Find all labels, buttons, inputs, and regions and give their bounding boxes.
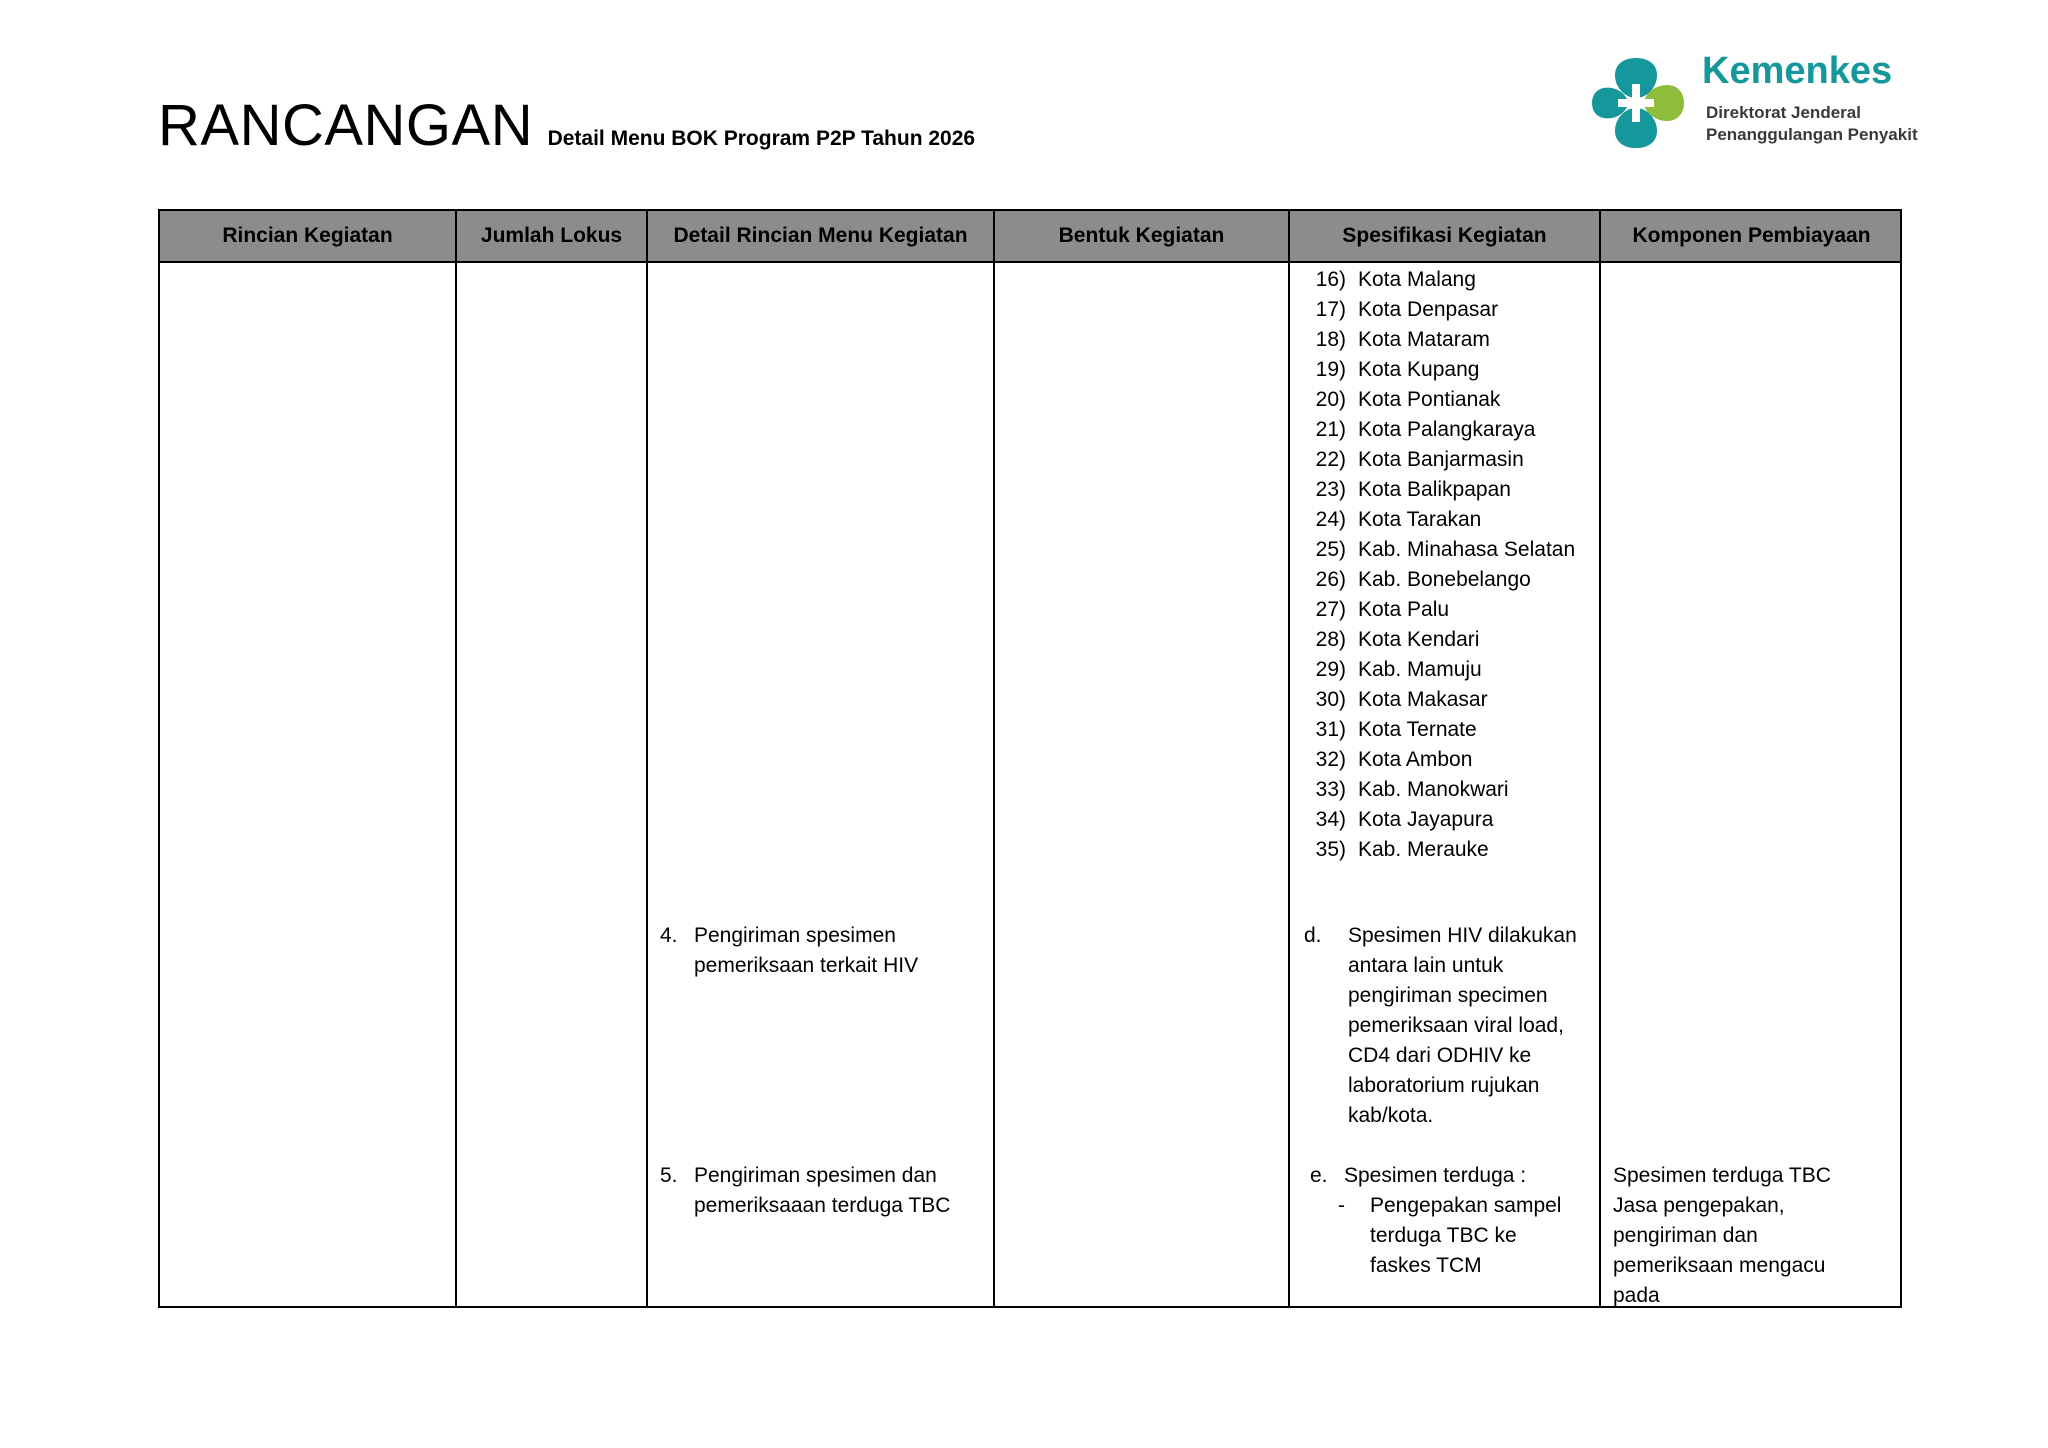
column-divider [646, 211, 648, 1306]
list-item [1296, 805, 1575, 835]
list-item [1296, 685, 1575, 715]
list-item-label: Kota Kupang [1358, 358, 1480, 381]
kemenkes-logo [1590, 52, 1960, 152]
list-item-number: 20) [1315, 388, 1346, 411]
komponen-line: pengiriman dan [1613, 1224, 1758, 1247]
list-item-label: Kab. Minahasa Selatan [1358, 538, 1576, 561]
list-item [1296, 715, 1575, 745]
list-item-label: Kota Malang [1358, 268, 1476, 291]
logo-subtitle [1706, 102, 1918, 146]
list-item [1296, 655, 1575, 685]
list-item-label: Kab. Merauke [1358, 838, 1489, 861]
spec-d-line: CD4 dari ODHIV ke [1348, 1044, 1532, 1067]
column-header-komponen: Komponen Pembiayaan [1632, 224, 1871, 247]
list-marker: e. [1310, 1164, 1328, 1187]
spec-e-sub-line: Pengepakan sampel [1370, 1194, 1562, 1217]
spec-e-sub-line: terduga TBC ke [1370, 1224, 1517, 1247]
list-item-label: Kab. Mamuju [1358, 658, 1482, 681]
komponen-line: Jasa pengepakan, [1613, 1194, 1785, 1217]
column-divider [455, 211, 457, 1306]
komponen-pembiayaan [1613, 1161, 1831, 1311]
list-item-number: 24) [1315, 508, 1346, 531]
list-item-label: Kota Balikpapan [1358, 478, 1511, 501]
list-item [1296, 295, 1575, 325]
logo-subtitle-line-2: Penanggulangan Penyakit [1706, 125, 1918, 144]
list-item-number: 34) [1315, 808, 1346, 831]
list-item [1296, 325, 1575, 355]
list-item [1296, 475, 1575, 505]
spec-d-line: pengiriman specimen [1348, 984, 1548, 1007]
list-item-label: Kota Banjarmasin [1358, 448, 1524, 471]
logo-brand-text: Kemenkes [1702, 50, 1893, 92]
list-item-number: 28) [1315, 628, 1346, 651]
kemenkes-logo-icon [1590, 56, 1686, 150]
list-item-label: Kota Palu [1358, 598, 1450, 621]
list-item-number: 23) [1315, 478, 1346, 501]
list-item-number: 25) [1315, 538, 1346, 561]
detail-item-4-line: pemeriksaan terkait HIV [694, 954, 919, 977]
list-item-label: Kota Jayapura [1358, 808, 1494, 831]
list-item-label: Kab. Bonebelango [1358, 568, 1531, 591]
list-item [1296, 775, 1575, 805]
list-item-label: Kota Makasar [1358, 688, 1488, 711]
column-header-bentuk-kegiatan: Bentuk Kegiatan [1058, 224, 1225, 247]
spec-e-text: Spesimen terduga : [1344, 1164, 1527, 1187]
komponen-line: pemeriksaan mengacu [1613, 1254, 1826, 1277]
list-item-number: 29) [1315, 658, 1346, 681]
spec-d-line: antara lain untuk [1348, 954, 1504, 977]
spec-d-line: kab/kota. [1348, 1104, 1434, 1127]
column-header-spesifikasi: Spesifikasi Kegiatan [1342, 224, 1547, 247]
komponen-line: Spesimen terduga TBC [1613, 1164, 1831, 1187]
list-item-number: 31) [1315, 718, 1346, 741]
list-item [1296, 265, 1575, 295]
list-marker: 4. [660, 924, 678, 947]
list-item [1296, 355, 1575, 385]
list-item-label: Kota Tarakan [1358, 508, 1482, 531]
list-item-label: Kota Pontianak [1358, 388, 1501, 411]
list-item [1296, 625, 1575, 655]
page-header [158, 92, 975, 159]
list-item-number: 32) [1315, 748, 1346, 771]
komponen-line: pada [1613, 1284, 1660, 1307]
list-item-number: 35) [1315, 838, 1346, 861]
column-header-jumlah-lokus: Jumlah Lokus [480, 224, 623, 247]
list-item-number: 18) [1315, 328, 1346, 351]
list-item-number: 16) [1315, 268, 1346, 291]
kota-list [1296, 265, 1575, 865]
list-item-label: Kota Kendari [1358, 628, 1480, 651]
spec-d-line: laboratorium rujukan [1348, 1074, 1540, 1097]
list-item-number: 26) [1315, 568, 1346, 591]
list-marker: 5. [660, 1164, 678, 1187]
spec-e-sub-line: faskes TCM [1370, 1254, 1482, 1277]
list-item-number: 19) [1315, 358, 1346, 381]
list-item-number: 33) [1315, 778, 1346, 801]
list-item [1296, 595, 1575, 625]
list-item-label: Kota Ambon [1358, 748, 1473, 771]
list-item-label: Kota Ternate [1358, 718, 1477, 741]
column-divider [1288, 211, 1290, 1306]
list-marker: - [1338, 1194, 1345, 1217]
list-item-number: 17) [1315, 298, 1346, 321]
list-item-number: 30) [1315, 688, 1346, 711]
document-subtitle: Detail Menu BOK Program P2P Tahun 2026 [547, 127, 976, 150]
list-item [1296, 505, 1575, 535]
list-item-label: Kota Mataram [1358, 328, 1490, 351]
menu-table [158, 209, 1902, 1308]
list-item [1296, 745, 1575, 775]
column-header-rincian-kegiatan: Rincian Kegiatan [222, 224, 393, 247]
list-marker: d. [1304, 924, 1322, 947]
list-item [1296, 445, 1575, 475]
detail-item-5-line: Pengiriman spesimen dan [694, 1164, 937, 1187]
list-item [1296, 415, 1575, 445]
detail-item-4-line: Pengiriman spesimen [694, 924, 896, 947]
list-item-number: 27) [1315, 598, 1346, 621]
detail-item-5-line: pemeriksaaan terduga TBC [694, 1194, 951, 1217]
column-divider [1599, 211, 1601, 1306]
list-item [1296, 565, 1575, 595]
list-item [1296, 385, 1575, 415]
list-item-number: 22) [1315, 448, 1346, 471]
list-item-label: Kota Denpasar [1358, 298, 1499, 321]
list-item-label: Kab. Manokwari [1358, 778, 1509, 801]
list-item [1296, 535, 1575, 565]
column-header-detail-rincian: Detail Rincian Menu Kegiatan [673, 224, 968, 247]
spec-d-line: pemeriksaan viral load, [1348, 1014, 1564, 1037]
document-title: RANCANGAN [158, 93, 534, 158]
list-item-label: Kota Palangkaraya [1358, 418, 1536, 441]
list-item-number: 21) [1315, 418, 1346, 441]
table-header-row [160, 211, 1900, 263]
list-item [1296, 835, 1575, 865]
spec-d-line: Spesimen HIV dilakukan [1348, 924, 1577, 947]
logo-subtitle-line-1: Direktorat Jenderal [1706, 103, 1861, 122]
column-divider [993, 211, 995, 1306]
